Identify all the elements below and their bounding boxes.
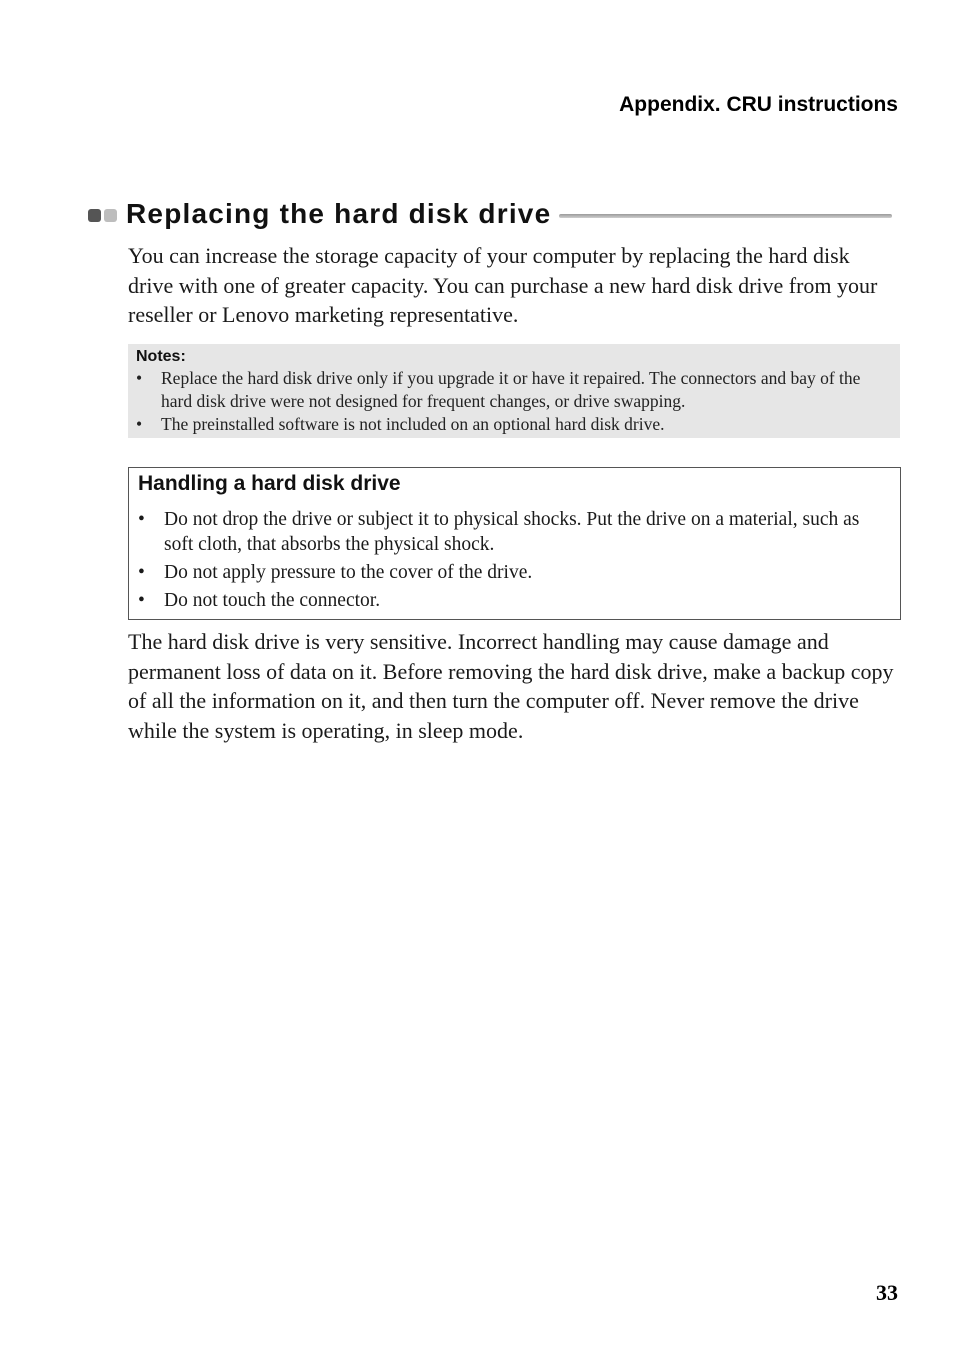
page-number: 33: [876, 1280, 898, 1305]
note-text: The preinstalled software is not included on an optional hard disk drive.: [161, 414, 665, 434]
heading-bullet-icon: [88, 209, 117, 222]
running-header: Appendix. CRU instructions: [619, 93, 898, 116]
heading-rule: [559, 214, 892, 218]
notes-list: [136, 367, 892, 436]
handling-item: [138, 560, 891, 585]
handling-list: [138, 507, 891, 613]
note-text: Replace the hard disk drive only if you upgrade it or have it repaired. The connectors and bay of the hard disk drive were not designed for frequent changes, or drive swapping.: [161, 368, 861, 411]
bullet-icon: •: [136, 414, 143, 434]
notes-box: [128, 344, 900, 438]
bullet-icon: •: [136, 368, 143, 388]
heading-square-dark: [88, 209, 101, 222]
handling-title: Handling a hard disk drive: [138, 472, 401, 495]
handling-box: [128, 467, 901, 620]
section-heading: [88, 196, 892, 232]
section-title: Replacing the hard disk drive: [126, 198, 552, 229]
heading-square-light: [104, 209, 117, 222]
intro-paragraph: You can increase the storage capacity of your computer by replacing the hard disk drive with one of greater capacity. You can purchase a new hard disk drive from your reseller or Lenovo marketing representative.: [128, 243, 878, 328]
handling-text: Do not drop the drive or subject it to physical shocks. Put the drive on a material, such as soft cloth, that absorbs the physical shock.: [164, 509, 860, 555]
handling-item: [138, 588, 891, 613]
outro-paragraph: The hard disk drive is very sensitive. Incorrect handling may cause damage and permanent loss of data on it. Before removing the hard disk drive, make a backup copy of all the information on it, and then turn the computer off. Never remove the drive while the system is operating, in sleep mode.: [128, 629, 894, 743]
note-item: [136, 367, 892, 413]
handling-item: [138, 507, 891, 557]
bullet-icon: •: [138, 509, 145, 530]
handling-text: Do not apply pressure to the cover of the drive.: [164, 562, 533, 583]
handling-text: Do not touch the connector.: [164, 590, 381, 611]
notes-title: Notes:: [136, 348, 186, 365]
note-item: [136, 413, 892, 436]
bullet-icon: •: [138, 590, 145, 611]
bullet-icon: •: [138, 562, 145, 583]
